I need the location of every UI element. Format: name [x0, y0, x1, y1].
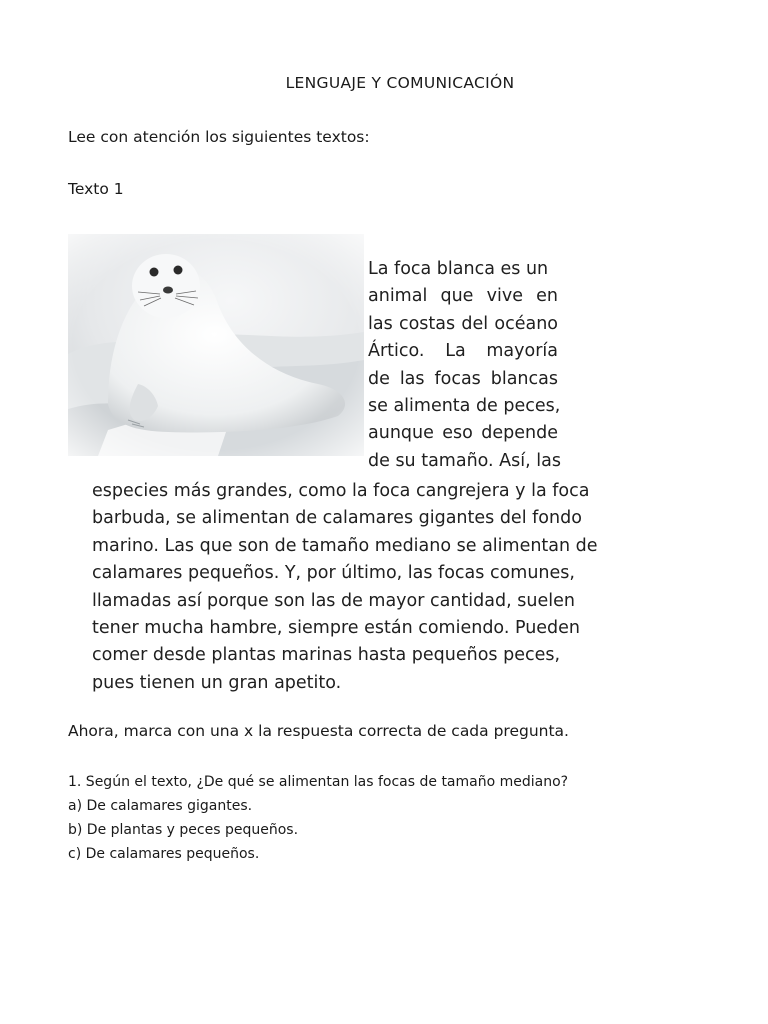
passage-line: La foca blanca es un — [368, 259, 549, 279]
passage-line: calamares pequeños. Y, por último, las focas comunes, — [92, 563, 575, 584]
reading-passage-right — [368, 256, 561, 475]
passage-line: animal que vive en — [368, 286, 558, 307]
passage-line: especies más grandes, como la foca cangrejera y la foca — [92, 481, 590, 501]
passage-line: Ártico. La mayoría — [368, 341, 558, 362]
passage-line: pues tienen un gran apetito. — [92, 672, 342, 693]
passage-line: marino. Las que son de tamaño mediano se alimentan de — [92, 535, 598, 556]
question-1-option-a[interactable]: a) De calamares gigantes. — [68, 798, 253, 814]
question-1-option-b[interactable]: b) De plantas y peces pequeños. — [68, 822, 299, 838]
passage-line: llamadas así porque son las de mayor cantidad, suelen — [92, 590, 575, 611]
passage-line: de las focas blancas — [368, 368, 558, 389]
reading-passage-bottom — [92, 478, 598, 697]
passage-line: comer desde plantas marinas hasta pequeños peces, — [92, 645, 561, 666]
page-title: LENGUAJE Y COMUNICACIÓN — [285, 74, 515, 92]
passage-line: se alimenta de peces, — [368, 396, 561, 417]
instruction-text: Ahora, marca con una x la respuesta correcta de cada pregunta. — [68, 722, 569, 740]
passage-line: barbuda, se alimentan de calamares gigantes del fondo — [92, 508, 582, 529]
intro-text: Lee con atención los siguientes textos: — [68, 128, 370, 146]
question-1-text: 1. Según el texto, ¿De qué se alimentan las focas de tamaño mediano? — [68, 774, 569, 790]
passage-line: de su tamaño. Así, las — [368, 450, 561, 471]
passage-line: aunque eso depende — [368, 423, 558, 444]
question-1-option-c[interactable]: c) De calamares pequeños. — [68, 846, 260, 862]
text-label: Texto 1 — [68, 180, 124, 198]
passage-line: tener mucha hambre, siempre están comiendo. Pueden — [92, 618, 581, 639]
passage-line: las costas del océano — [368, 313, 558, 334]
harp-seal-photo — [68, 234, 364, 456]
